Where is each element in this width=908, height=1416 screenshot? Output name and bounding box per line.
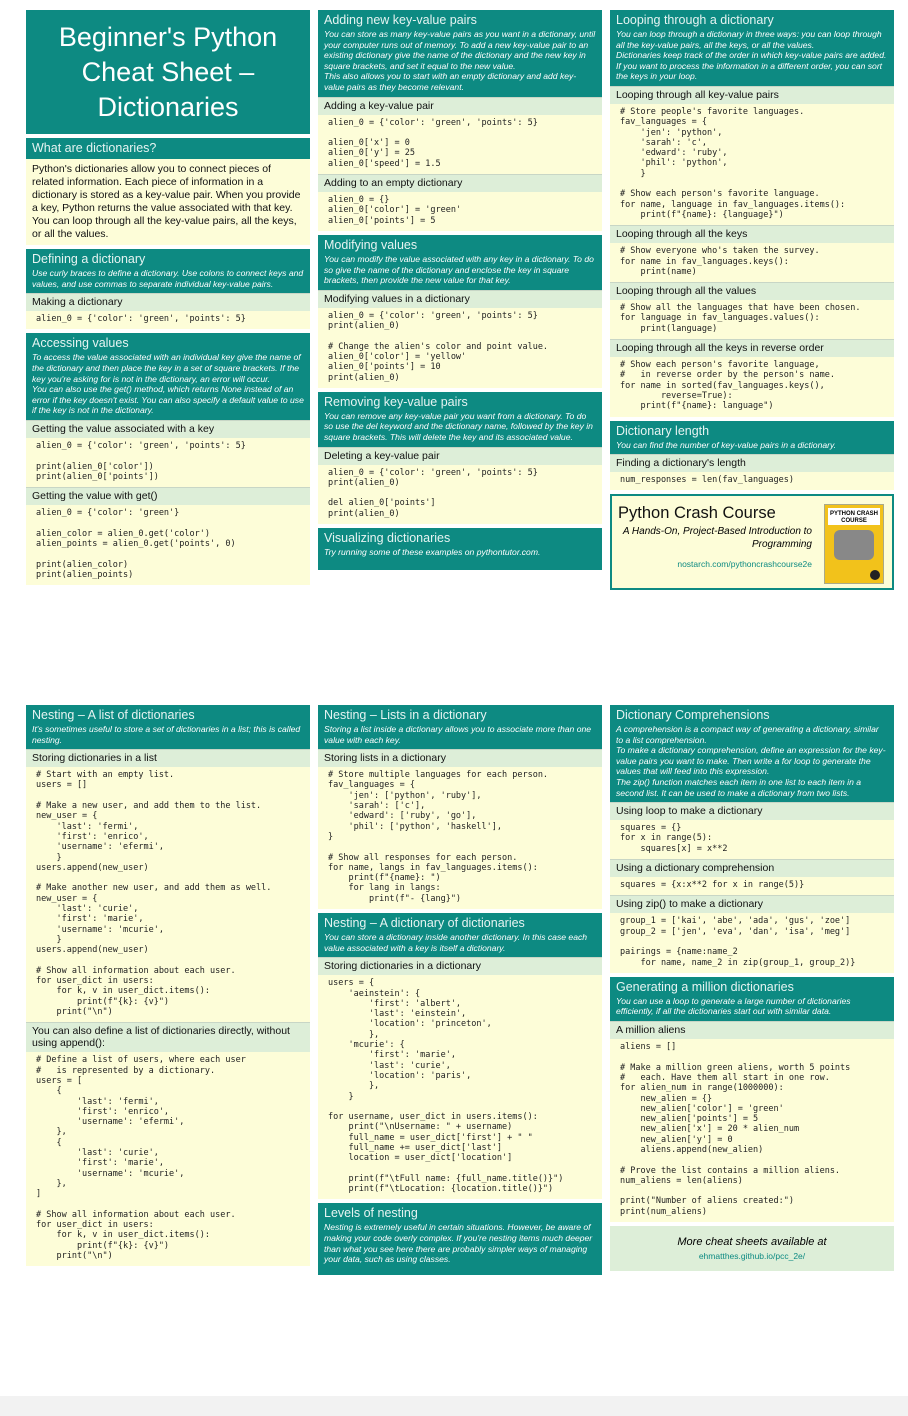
section-modifying-values xyxy=(318,235,602,388)
code-block: alien_0 = {'color': 'green', 'points': 5} xyxy=(26,311,310,329)
section-intro: A comprehension is a compact way of generating a dictionary, similar to a list comprehension. To make a dictionary comprehension, define an expression for the key-value pairs you want to make. Then write a for loop to generate the values that will feed into this expression. The zip() function matches each item in one list to each item in a second list. It can be used to make a dictionary from two lists. xyxy=(616,724,886,798)
subsection-heading: Adding to an empty dictionary xyxy=(318,174,602,192)
section-dictionary-length xyxy=(610,421,894,491)
code-block: users = { 'aeinstein': { 'first': 'albert', 'last': 'einstein', 'location': 'princeton', }, 'mcurie': { 'first': 'marie', 'last': 'curie', 'location': 'paris', }, } for username, user_dict in users.items(): print("\nUsername: " + username) full_name = user_dict['first'] + " " full_name += user_dict['last'] location = user_dict['location'] print(f"\tFull name: {full_name.title()}") print(f"\tLocation: {location.title()}") xyxy=(318,975,602,1199)
section-heading: Levels of nesting xyxy=(324,1206,418,1221)
section-heading: Dictionary Comprehensions xyxy=(616,708,770,722)
page2-column-3 xyxy=(610,705,894,1370)
page-footer-strip xyxy=(0,1396,908,1416)
section-heading: Nesting – A list of dictionaries xyxy=(32,708,195,722)
section-intro: You can use a loop to generate a large number of dictionaries efficiently, if all the dictionaries start out with similar data. xyxy=(616,995,851,1017)
subsection-heading: A million aliens xyxy=(610,1021,894,1039)
subsection-heading: Using zip() to make a dictionary xyxy=(610,895,894,913)
section-dict-comprehensions xyxy=(610,705,894,973)
more-cheat-sheets-text: More cheat sheets available at xyxy=(677,1236,827,1249)
section-nesting-dict-of-dicts xyxy=(318,913,602,1199)
page1-column-3 xyxy=(610,10,894,675)
code-block: num_responses = len(fav_languages) xyxy=(610,472,894,490)
page-one xyxy=(26,10,898,675)
publisher-logo-icon xyxy=(870,570,880,580)
section-intro: Try running some of these examples on pythontutor.com. xyxy=(324,547,541,558)
section-million-dictionaries xyxy=(610,977,894,1222)
section-what-are-dictionaries xyxy=(26,138,310,245)
section-intro: You can store as many key-value pairs as you want in a dictionary, until your computer runs out of memory. To add a new key-value pair to an existing dictionary give the name of the dictionary and the new key in square brackets, and set it equal to the new value. This also allows you to start with an empty dictionary and add key-value pairs as they become relevant. xyxy=(324,29,596,92)
cheat-sheet-title: Beginner's Python Cheat Sheet – Dictionaries xyxy=(26,10,310,134)
book-cover-image xyxy=(824,504,884,584)
section-intro: You can remove any key-value pair you want from a dictionary. To do so use the del keyword and the dictionary name, followed by the key in square brackets. This will delete the key and its associated value. xyxy=(324,410,593,442)
code-block: # Show everyone who's taken the survey. for name in fav_languages.keys(): print(name) xyxy=(610,243,894,282)
section-looping xyxy=(610,10,894,417)
section-intro: You can loop through a dictionary in three ways: you can loop through all the key-value pairs, all the keys, or all the values. Dictionaries keep track of the order in which key-value pairs are added. If you want to process the information in a different order, you can sort the keys in your loop. xyxy=(616,29,887,82)
subsection-heading: Making a dictionary xyxy=(26,293,310,311)
section-heading: Visualizing dictionaries xyxy=(324,531,451,546)
code-block: alien_0 = {'color': 'green', 'points': 5} print(alien_0) del alien_0['points'] print(alien_0) xyxy=(318,465,602,524)
section-defining-dictionary xyxy=(26,249,310,329)
section-intro: It's sometimes useful to store a set of dictionaries in a list; this is called nesting. xyxy=(32,724,301,745)
section-heading: Defining a dictionary xyxy=(32,252,146,266)
book-title: Python Crash Course xyxy=(618,504,776,523)
subsection-heading: Getting the value associated with a key xyxy=(26,420,310,438)
section-intro: You can modify the value associated with any key in a dictionary. To do so give the name of the dictionary and enclose the key in square brackets, then provide the new value for that key. xyxy=(324,253,594,286)
subsection-heading: Using loop to make a dictionary xyxy=(610,802,894,820)
book-cover-illustration xyxy=(834,530,874,560)
book-subtitle: A Hands-On, Project-Based Introduction to Programming xyxy=(622,526,812,551)
page1-column-2 xyxy=(318,10,602,675)
section-intro: Storing a list inside a dictionary allows you to associate more than one value with each key. xyxy=(324,724,592,745)
code-block: # Define a list of users, where each user # is represented by a dictionary. users = [ { 'last': 'fermi', 'first': 'enrico', 'username': 'efermi', }, { 'last': 'curie', 'first': 'marie', 'username': 'mcurie', }, ] # Show all information about each user. for user_dict in users: for k, v in user_dict.items(): print(f"{k}: {v}") print("\n") xyxy=(26,1052,310,1266)
section-nesting-lists-in-dict xyxy=(318,705,602,909)
code-block: # Show all the languages that have been chosen. for language in fav_languages.values(): print(language) xyxy=(610,300,894,339)
code-block: # Store multiple languages for each person. fav_languages = { 'jen': ['python', 'ruby'], 'sarah': ['c'], 'edward': ['ruby', 'go'], 'phil': ['python', 'haskell'], } # Show all responses for each person. for name, langs in fav_languages.items(): print(f"{name}: ") for lang in langs: print(f"- {lang}") xyxy=(318,767,602,909)
section-levels-of-nesting xyxy=(318,1203,602,1274)
section-intro: You can store a dictionary inside another dictionary. In this case each value associated with a key is itself a dictionary. xyxy=(324,932,588,953)
section-accessing-values xyxy=(26,333,310,585)
code-block: alien_0 = {'color': 'green', 'points': 5} print(alien_0['color']) print(alien_0['points']) xyxy=(26,438,310,487)
section-heading: Accessing values xyxy=(32,336,129,351)
subsection-heading: Storing dictionaries in a dictionary xyxy=(318,957,602,975)
more-cheat-sheets-link[interactable]: ehmatthes.github.io/pcc_2e/ xyxy=(698,1251,806,1262)
section-adding-pairs xyxy=(318,10,602,231)
section-heading: Nesting – A dictionary of dictionaries xyxy=(324,916,525,931)
subsection-heading: Getting the value with get() xyxy=(26,487,310,505)
subsection-heading: Adding a key-value pair xyxy=(318,97,602,115)
section-removing-pairs xyxy=(318,392,602,524)
subsection-heading: Using a dictionary comprehension xyxy=(610,859,894,877)
subsection-heading: Storing dictionaries in a list xyxy=(26,749,310,767)
subsection-heading: Modifying values in a dictionary xyxy=(318,290,602,308)
code-block: alien_0 = {'color': 'green', 'points': 5} print(alien_0) # Change the alien's color and point value. alien_0['color'] = 'yellow' alien_0['points'] = 10 print(alien_0) xyxy=(318,308,602,388)
page2-column-1 xyxy=(26,705,310,1370)
section-intro: You can find the number of key-value pairs in a dictionary. xyxy=(616,439,837,450)
section-heading: Removing key-value pairs xyxy=(324,394,468,409)
section-heading: Generating a million dictionaries xyxy=(616,979,794,994)
page2-column-2 xyxy=(318,705,602,1370)
book-link[interactable]: nostarch.com/pythoncrashcourse2e xyxy=(677,559,812,570)
code-block: # Show each person's favorite language, # in reverse order by the person's name. for name in sorted(fav_languages.keys(), reverse=True): print(f"{name}: language") xyxy=(610,357,894,416)
subsection-heading: Looping through all the values xyxy=(610,282,894,300)
section-heading: Looping through a dictionary xyxy=(616,13,774,27)
code-block: squares = {} for x in range(5): squares[x] = x**2 xyxy=(610,820,894,859)
subsection-heading: Looping through all the keys xyxy=(610,225,894,243)
code-block: alien_0 = {} alien_0['color'] = 'green' alien_0['points'] = 5 xyxy=(318,192,602,231)
subsection-heading: Finding a dictionary's length xyxy=(610,454,894,472)
section-intro: To access the value associated with an individual key give the name of the dictionary and then place the key in a set of square brackets. If the key you're asking for is not in the dictionary, an error will occur. You can also use the get() method, which returns None instead of an error if the key doesn't exist. You can also specify a default value to use if the key is not in the dictionary. xyxy=(32,352,304,416)
page1-column-1 xyxy=(26,10,310,675)
code-block: group_1 = ['kai', 'abe', 'ada', 'gus', 'zoe'] group_2 = ['jen', 'eva', 'dan', 'isa', 'meg'] pairings = {name:name_2 for name, name_2 in zip(group_1, group_2)} xyxy=(610,913,894,972)
section-heading: Nesting – Lists in a dictionary xyxy=(324,708,487,722)
section-heading: Adding new key-value pairs xyxy=(324,13,477,27)
section-heading: What are dictionaries? xyxy=(32,141,157,155)
page-two xyxy=(26,705,898,1370)
code-block: squares = {x:x**2 for x in range(5)} xyxy=(610,877,894,895)
section-visualizing xyxy=(318,528,602,570)
section-nesting-list-of-dicts xyxy=(26,705,310,1266)
subsection-heading: Looping through all the keys in reverse order xyxy=(610,339,894,357)
subsection-heading: Deleting a key-value pair xyxy=(318,447,602,465)
section-intro: Use curly braces to define a dictionary. Use colons to connect keys and values, and use commas to separate individual key-value pairs. xyxy=(32,268,304,289)
code-block: aliens = [] # Make a million green aliens, worth 5 points # each. Have them all start in one row. for alien_num in range(1000000): new_alien = {} new_alien['color'] = 'green' new_alien['points'] = 5 new_alien['x'] = 20 * alien_num new_alien['y'] = 0 aliens.append(new_alien) # Prove the list contains a million aliens. num_aliens = len(aliens) print("Number of aliens created:") print(num_aliens) xyxy=(610,1039,894,1222)
subsection-heading: Looping through all key-value pairs xyxy=(610,86,894,104)
book-cover-title: PYTHON CRASH COURSE xyxy=(828,508,880,525)
more-cheat-sheets xyxy=(610,1226,894,1271)
book-promo xyxy=(610,494,894,590)
section-heading: Modifying values xyxy=(324,237,418,252)
code-block: # Start with an empty list. users = [] # Make a new user, and add them to the list. new_user = { 'last': 'fermi', 'first': 'enrico', 'username': 'efermi', } users.append(new_user) # Make another new user, and add them as well. new_user = { 'last': 'curie', 'first': 'marie', 'username': 'mcurie', } users.append(new_user) # Show all information about each user. for user_dict in users: for k, v in user_dict.items(): print(f"{k}: {v}") print("\n") xyxy=(26,767,310,1022)
section-text: Python's dictionaries allow you to connect pieces of related information. Each piece of information in a dictionary is stored as a key-value pair. When you provide a key, Python returns the value associated with that key. You can loop through all the key-value pairs, all the keys, or all the values. xyxy=(26,159,310,245)
code-block: # Store people's favorite languages. fav_languages = { 'jen': 'python', 'sarah': 'c', 'edward': 'ruby', 'phil': 'python', } # Show each person's favorite language. for name, language in fav_languages.items(): print(f"{name}: {language}") xyxy=(610,104,894,225)
section-heading: Dictionary length xyxy=(616,423,710,438)
subsection-heading: You can also define a list of dictionaries directly, without using append(): xyxy=(26,1022,310,1052)
code-block: alien_0 = {'color': 'green', 'points': 5} alien_0['x'] = 0 alien_0['y'] = 25 alien_0['speed'] = 1.5 xyxy=(318,115,602,174)
code-block: alien_0 = {'color': 'green'} alien_color = alien_0.get('color') alien_points = alien_0.get('points', 0) print(alien_color) print(alien_points) xyxy=(26,505,310,585)
subsection-heading: Storing lists in a dictionary xyxy=(318,749,602,767)
section-intro: Nesting is extremely useful in certain situations. However, be aware of making your code overly complex. If you're nesting items much deeper than what you see here there are probably simpler ways of managing your data, such as using classes. xyxy=(324,1222,593,1265)
